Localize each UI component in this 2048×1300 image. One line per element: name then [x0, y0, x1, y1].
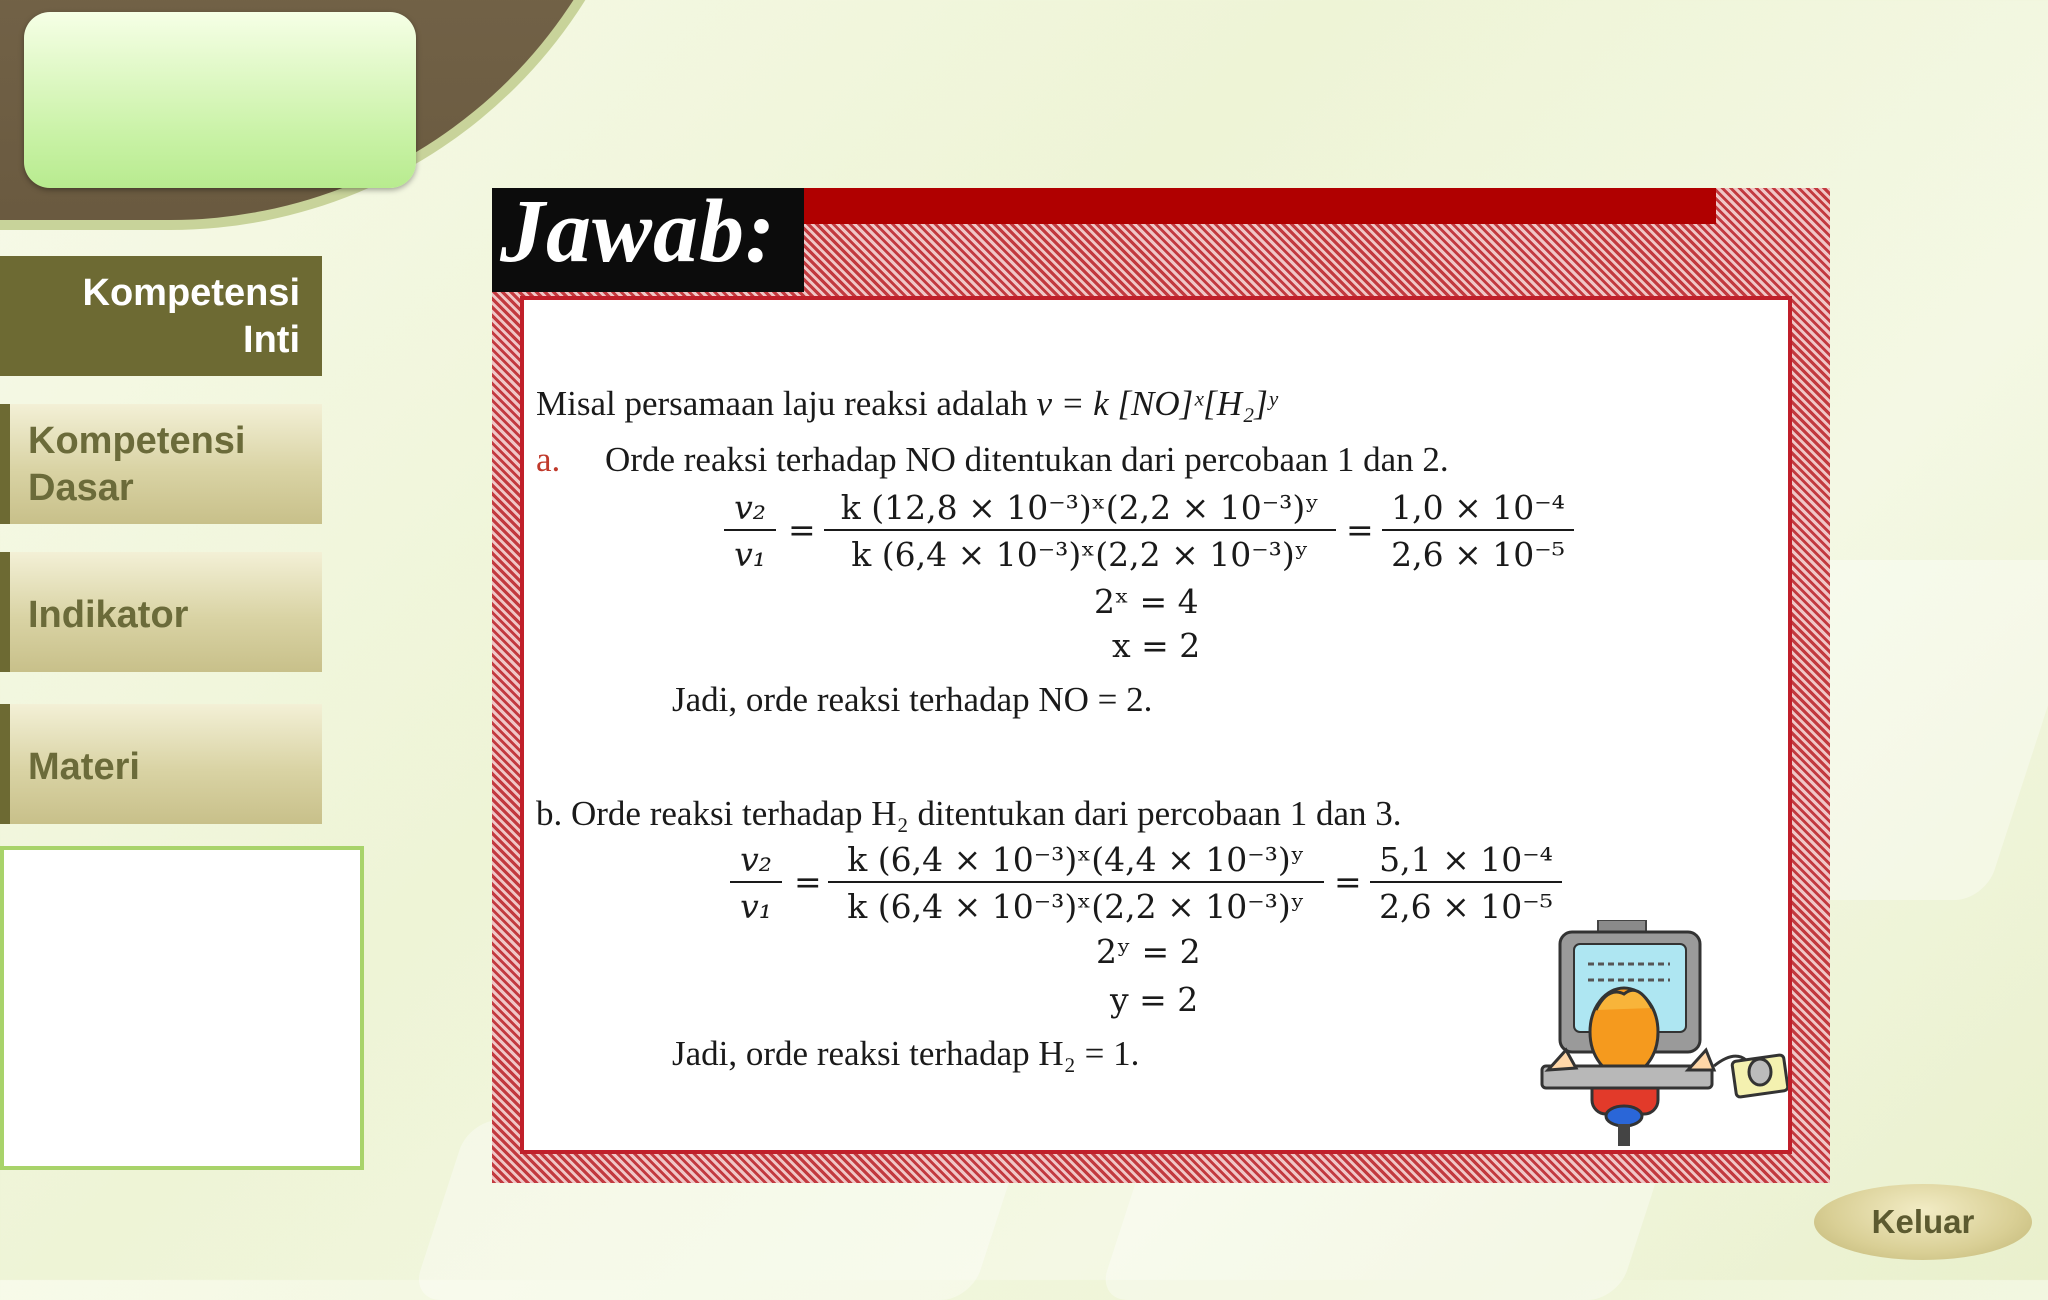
fraction-v2-v1-a — [724, 488, 776, 574]
nav-kompetensi-inti[interactable] — [0, 256, 322, 376]
fraction-rate-ratio-a — [824, 488, 1336, 574]
nav-label: Kompetensi — [28, 420, 246, 462]
info-box — [0, 846, 364, 1170]
fraction-denominator: 2,6 × 10⁻⁵ — [1391, 535, 1565, 574]
intro-line — [536, 384, 1277, 424]
fraction-value-a — [1382, 488, 1574, 574]
logo-placeholder — [24, 12, 416, 188]
title-accent-bar — [804, 188, 1716, 224]
nav-materi[interactable] — [0, 704, 322, 824]
equals-sign: = — [788, 510, 816, 549]
computer-user-illustration — [1538, 920, 1788, 1160]
nav-label: Materi — [28, 746, 140, 788]
equals-sign: = — [794, 862, 822, 901]
nav-label: Dasar — [28, 467, 134, 509]
fraction-v2-v1-b — [730, 840, 782, 926]
fraction-numerator: 1,0 × 10⁻⁴ — [1382, 488, 1574, 531]
part-a-text: Orde reaksi terhadap NO ditentukan dari percobaan 1 dan 2. — [605, 440, 1449, 479]
intro-text: Misal persamaan laju reaksi adalah — [536, 384, 1028, 423]
answer-panel — [492, 182, 1830, 1183]
nav-label: Kompetensi — [82, 272, 300, 314]
part-a-line — [536, 440, 1449, 480]
part-a-marker: a. — [536, 440, 561, 479]
fraction-denominator: v₁ — [734, 535, 766, 574]
fraction-numerator: k (12,8 × 10⁻³)ˣ(2,2 × 10⁻³)ʸ — [824, 488, 1336, 531]
equals-sign: = — [1334, 862, 1362, 901]
step-a1: 2ˣ = 4 — [1094, 582, 1199, 621]
equals-sign: = — [1346, 510, 1374, 549]
slide-title: Jawab: — [500, 182, 776, 281]
nav-label: Inti — [243, 319, 300, 361]
fraction-denominator: k (6,4 × 10⁻³)ˣ(2,2 × 10⁻³)ʸ — [847, 887, 1305, 926]
rate-law: v = k [NO]ˣ[H₂]ʸ — [1036, 384, 1277, 423]
answer-content — [520, 296, 1792, 1154]
fraction-denominator: v₁ — [740, 887, 772, 926]
fraction-denominator: 2,6 × 10⁻⁵ — [1379, 887, 1553, 926]
title-box — [492, 182, 804, 292]
exit-button[interactable]: Keluar — [1814, 1184, 2032, 1260]
fraction-numerator: v₂ — [730, 840, 782, 883]
nav-kompetensi-dasar[interactable] — [0, 404, 322, 524]
conclusion-a: Jadi, orde reaksi terhadap NO = 2. — [672, 680, 1153, 719]
part-b-line: b. Orde reaksi terhadap H₂ ditentukan dari percobaan 1 dan 3. — [536, 794, 1402, 833]
nav-indikator[interactable] — [0, 552, 322, 672]
step-b1: 2ʸ = 2 — [1096, 932, 1201, 971]
fraction-numerator: 5,1 × 10⁻⁴ — [1370, 840, 1562, 883]
step-b2: y = 2 — [1110, 980, 1199, 1019]
step-a2: x = 2 — [1112, 626, 1201, 665]
fraction-numerator: v₂ — [724, 488, 776, 531]
fraction-rate-ratio-b — [828, 840, 1324, 926]
fraction-value-b — [1370, 840, 1562, 926]
fraction-numerator: k (6,4 × 10⁻³)ˣ(4,4 × 10⁻³)ʸ — [828, 840, 1324, 883]
fraction-denominator: k (6,4 × 10⁻³)ˣ(2,2 × 10⁻³)ʸ — [851, 535, 1309, 574]
nav-label: Indikator — [28, 594, 189, 636]
conclusion-b: Jadi, orde reaksi terhadap H₂ = 1. — [672, 1034, 1140, 1073]
